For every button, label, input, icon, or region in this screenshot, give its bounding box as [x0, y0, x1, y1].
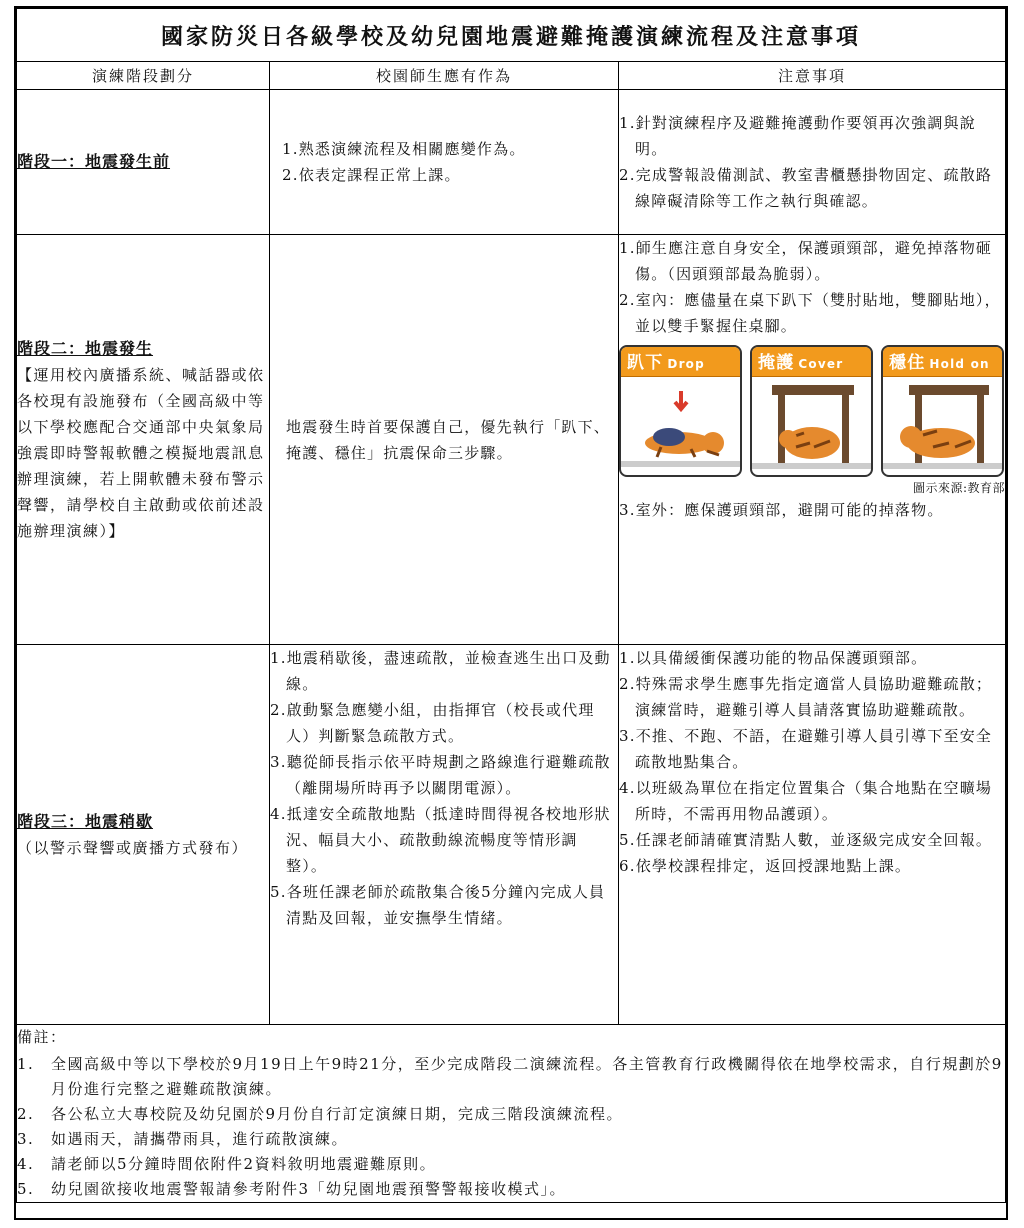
document-frame: [14, 6, 1008, 1220]
cover-card: [750, 345, 873, 477]
stage3-title: 階段三：地震稍歇: [17, 811, 154, 831]
stage3-action-item: 5.各班任課老師於疏散集合後5分鐘內完成人員清點及回報，並安撫學生情緒。: [270, 883, 606, 927]
drill-table: [16, 8, 1006, 1203]
stage1-note-item: 1.針對演練程序及避難掩護動作要領再次強調與說明。: [619, 114, 976, 158]
stage2-label-cell: [17, 235, 270, 645]
image-credit: 圖示來源:教育部: [912, 481, 1005, 495]
drop-cover-hold-illustration: [619, 345, 1005, 477]
drop-pose-icon: [621, 377, 740, 473]
stage2-note-item: 3.室外：應保護頭頸部，避開可能的掉落物。: [619, 501, 944, 519]
stage3-note-item: 1.以具備緩衝保護功能的物品保護頭頸部。: [619, 649, 928, 667]
hold-on-card-en: Hold on: [929, 357, 990, 371]
document-title: 國家防災日各級學校及幼兒園地震避難掩護演練流程及注意事項: [17, 9, 1006, 62]
stage3-actions-cell: [270, 645, 619, 1025]
stage2-subtitle: 【運用校內廣播系統、喊話器或依各校現有設施發布（全國高級中等以下學校應配合交通部中央氣象局強震即時警報軟體之模擬地震訊息辦理演練，若上開軟體未發布警示聲響，請學校自主啟動或依前述設施辦理演練）】: [17, 365, 265, 540]
stage1-actions-cell: [270, 90, 619, 235]
stage3-note-item: 5.任課老師請確實清點人數，並逐級完成安全回報。: [619, 831, 993, 849]
stage3-action-item: 4.抵達安全疏散地點（抵達時間得視各校地形狀況、幅員大小、疏散動線流暢度等情形調整）。: [270, 805, 611, 875]
stage2-title: 階段二：地震發生: [17, 338, 154, 358]
stage3-action-item: 1.地震稍歇後，盡速疏散，並檢查逃生出口及動線。: [270, 649, 611, 693]
stage2-notes-cell: [619, 235, 1006, 645]
stage2-note-item: 1.師生應注意自身安全，保護頭頸部，避免掉落物砸傷。（因頭頸部最為脆弱）。: [619, 239, 993, 283]
cover-card-zh: 掩護: [758, 353, 795, 373]
stage1-note-item: 2.完成警報設備測試、教室書櫃懸掛物固定、疏散路線障礙清除等工作之執行與確認。: [619, 166, 993, 210]
header-stage: 演練階段劃分: [17, 62, 270, 90]
stage1-action-item: 2.依表定課程正常上課。: [282, 166, 461, 184]
drop-card: [619, 345, 742, 477]
stage3-label-cell: [17, 645, 270, 1025]
remarks-row: [17, 1025, 1006, 1203]
stage1-title: 階段一：地震發生前: [17, 152, 171, 171]
stage3-note-item: 3.不推、不跑、不語，在避難引導人員引導下至安全疏散地點集合。: [619, 727, 993, 771]
stage3-notes-cell: [619, 645, 1006, 1025]
stage1-action-item: 1.熟悉演練流程及相關應變作為。: [282, 140, 526, 158]
stage3-action-item: 2.啟動緊急應變小組，由指揮官（校長或代理人）判斷緊急疏散方式。: [270, 701, 595, 745]
stage3-action-item: 3.聽從師長指示依平時規劃之路線進行避難疏散（離開場所時再予以關閉電源）。: [270, 753, 611, 797]
stage2-note-item: 2.室內：應儘量在桌下趴下（雙肘貼地，雙腳貼地），並以雙手緊握住桌腳。: [619, 291, 1001, 335]
header-notes: 注意事項: [619, 62, 1006, 90]
remarks-cell: [17, 1025, 1006, 1203]
hold-on-pose-icon: [883, 377, 1002, 473]
remarks-title: 備註：: [17, 1028, 67, 1046]
remark-item: 3. 如遇雨天，請攜帶雨具，進行疏散演練。: [17, 1130, 349, 1148]
stage3-row: [17, 645, 1006, 1025]
stage1-label-cell: [17, 90, 270, 235]
stage1-notes-cell: [619, 90, 1006, 235]
header-actions: 校園師生應有作為: [270, 62, 619, 90]
hold-on-card: [881, 345, 1004, 477]
stage2-row: [17, 235, 1006, 645]
stage3-note-item: 4.以班級為單位在指定位置集合（集合地點在空曠場所時，不需再用物品護頭）。: [619, 779, 993, 823]
cover-pose-icon: [752, 377, 871, 473]
remark-item: 1. 全國高級中等以下學校於9月19日上午9時21分，至少完成階段二演練流程。各主管教育行政機關得依在地學校需求，自行規劃於9月份進行完整之避難疏散演練。: [17, 1055, 1003, 1098]
stage2-action-cell: [270, 235, 619, 645]
remark-item: 2. 各公私立大專校院及幼兒園於9月份自行訂定演練日期，完成三階段演練流程。: [17, 1105, 624, 1123]
drop-card-en: Drop: [667, 357, 705, 371]
remark-item: 5. 幼兒園欲接收地震警報請參考附件3「幼兒園地震預警警報接收模式」。: [17, 1180, 567, 1198]
remark-item: 4. 請老師以5分鐘時間依附件2資料敘明地震避難原則。: [17, 1155, 437, 1173]
drop-card-zh: 趴下: [627, 353, 664, 373]
stage2-action-text: 地震發生時首要保護自己，優先執行「趴下、掩護、穩住」抗震保命三步驟。: [286, 417, 611, 462]
stage3-note-item: 6.依學校課程排定，返回授課地點上課。: [619, 857, 912, 875]
hold-on-card-zh: 穩住: [889, 353, 926, 373]
stage3-note-item: 2.特殊需求學生應事先指定適當人員協助避難疏散；演練當時，避難引導人員請落實協助避難疏散。: [619, 675, 993, 719]
cover-card-en: Cover: [798, 357, 844, 371]
stage1-row: [17, 90, 1006, 235]
stage3-subtitle: （以警示聲響或廣播方式發布）: [17, 838, 249, 857]
